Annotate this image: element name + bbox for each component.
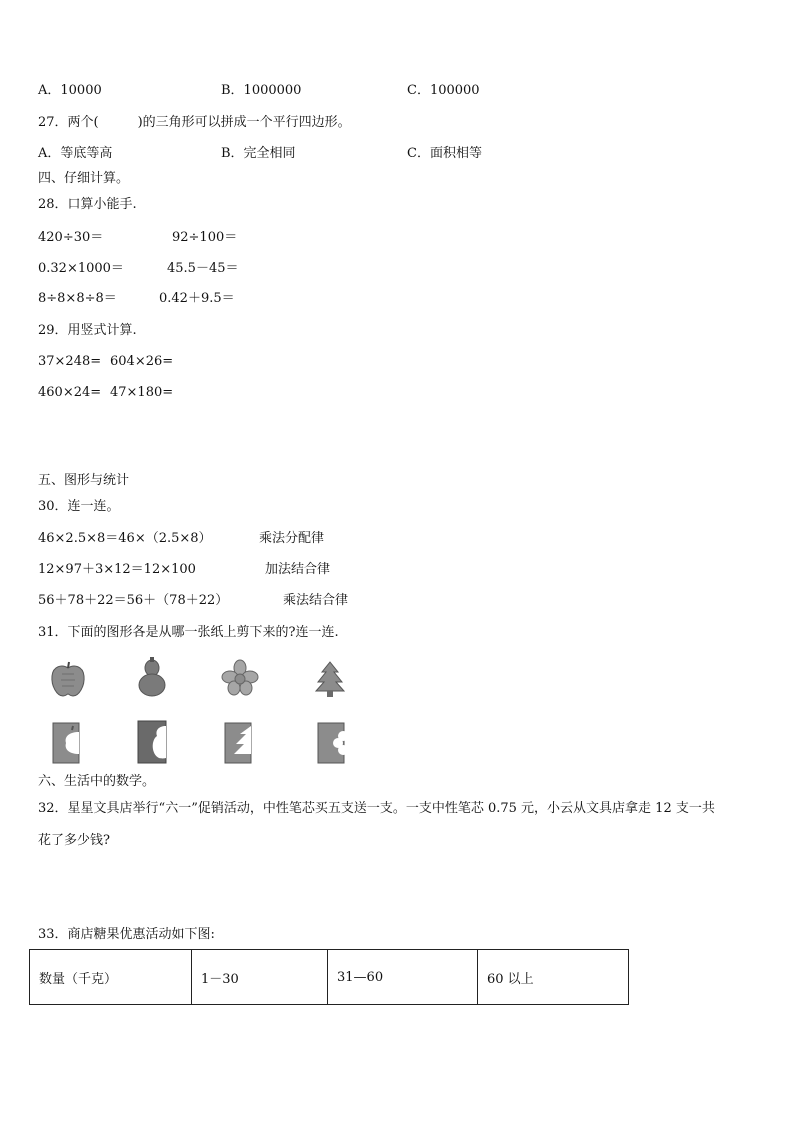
gourd-shape-icon [134,656,170,698]
q28-title: 28．口算小能手. [38,197,137,212]
table-row [30,950,629,1005]
table-cell-range-3: 60 以上 [478,950,629,1005]
table-cell-range-2: 31—60 [328,950,478,1005]
q29-title: 29．用竖式计算. [38,323,137,338]
q28-item-3: 0.32×1000＝ [38,261,124,276]
paper-flower-cut-icon [317,722,345,764]
q26-option-c: C．100000 [407,83,480,98]
q32-line-1: 32．星星文具店举行“六一”促销活动，中性笔芯买五支送一支。一支中性笔芯 0.75 元，小云从文具店拿走 12 支一共 [38,801,715,816]
q29-item-4: 47×180= [110,385,174,400]
paper-tree-cut-icon [224,722,252,764]
q28-item-2: 92÷100＝ [172,230,238,245]
q28-item-4: 45.5－45＝ [167,261,239,276]
tree-shape-icon [314,660,346,698]
q30-left-3: 56＋78＋22＝56＋（78＋22） [38,593,229,608]
paper-apple-cut-icon [52,722,80,764]
q30-title: 30．连一连。 [38,499,120,514]
q27-option-a: A．等底等高 [38,146,113,161]
q28-item-6: 0.42＋9.5＝ [159,291,235,306]
apple-shape-icon [48,660,88,700]
q30-right-1: 乘法分配律 [259,531,325,546]
q30-right-2: 加法结合律 [265,562,331,577]
q30-left-2: 12×97＋3×12＝12×100 [38,562,196,577]
table-cell-quantity-header: 数量（千克） [30,950,192,1005]
q26-option-a: A．10000 [38,83,102,98]
q28-item-1: 420÷30＝ [38,230,104,245]
q28-item-5: 8÷8×8÷8＝ [38,291,117,306]
q29-item-2: 604×26= [110,354,174,369]
q27-option-c: C．面积相等 [407,146,482,161]
section-6-heading: 六、生活中的数学。 [38,774,156,789]
q33-title: 33．商店糖果优惠活动如下图: [38,927,215,942]
q32-line-2: 花了多少钱? [38,833,110,848]
paper-gourd-cut-icon [137,720,167,764]
table-cell-range-1: 1－30 [192,950,328,1005]
q27-option-b: B．完全相同 [221,146,296,161]
candy-discount-table [29,949,629,1005]
section-5-heading: 五、图形与统计 [38,473,130,488]
q29-item-3: 460×24= [38,385,102,400]
flower-shape-icon [220,659,260,697]
q31-title: 31．下面的图形各是从哪一张纸上剪下来的?连一连. [38,625,339,640]
q30-left-1: 46×2.5×8＝46×（2.5×8） [38,531,212,546]
q26-option-b: B．1000000 [221,83,302,98]
q30-right-3: 乘法结合律 [283,593,349,608]
q29-item-1: 37×248= [38,354,102,369]
section-4-heading: 四、仔细计算。 [38,171,130,186]
q27-stem: 27．两个( )的三角形可以拼成一个平行四边形。 [38,115,351,130]
